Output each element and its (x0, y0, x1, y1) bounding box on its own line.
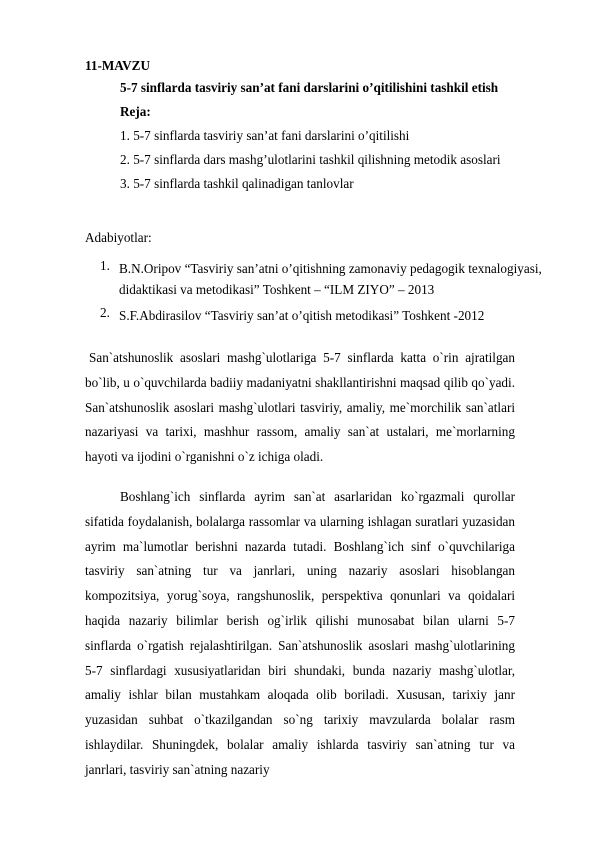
literature-item-number: 1. (100, 258, 110, 273)
plan-item: 3. 5-7 sinflarda tashkil qalinadigan tanlovlar (120, 176, 354, 191)
body-paragraph: San`atshunoslik asoslari mashg`ulotlariga 5-7 sinflarda katta o`rin ajratilgan bo`lib, u o`quvchilarda badiiy madaniyatni shakllantirishni maqsad qilib qo`yadi. San`atshunoslik asoslari mashg`ulotlari tasviriy, amaliy, me`morchilik san`atlari nazariyasi va tarixi, mashhur rassom, amaliy san`at ustalari, me`morlarning hayoti va ijodini o`rganishni o`z ichiga oladi. (85, 350, 515, 465)
literature-item-number: 2. (100, 305, 110, 320)
literature-item-text: B.N.Oripov “Tasviriy san’atni o’qitishning zamonaviy pedagogik texnalogiyasi, didaktikasi va metodikasi” Toshkent – “ILM ZIYO” – 2013 (119, 261, 542, 297)
literature-heading: Adabiyotlar: (85, 230, 152, 245)
topic-heading: 11-MAVZU (85, 58, 150, 73)
lesson-title: 5-7 sinflarda tasviriy san’at fani darslarini o’qitilishini tashkil etish (120, 80, 499, 95)
plan-heading: Reja: (120, 104, 151, 119)
body-paragraph: Boshlang`ich sinflarda ayrim san`at asarlaridan ko`rgazmali qurollar sifatida foydalanish, bolalarga rassomlar va ularning ishlagan suratlari yuzasidan ayrim ma`lumotlar berishni nazarda tutadi. Boshlang`ich sinf o`quvchilariga tasviriy san`atning tur va janrlari, uning nazariy asoslari hisoblangan kompozitsiya, yorug`soya, rangshunoslik, perspektiva qonunlari va qoidalari haqida nazariy bilimlar berish og`irlik qilishi munosabat bilan ularni 5-7 sinflarda o`rgatish rejalashtirilgan. San`atshunoslik asoslari mashg`ulotlarining 5-7 sinflardagi xususiyatlaridan biri shundaki, bunda nazariy mashg`ulotlar, amaliy ishlar bilan mustahkam aloqada olib boriladi. Xususan, tarixiy janr yuzasidan suhbat o`tkazilgandan so`ng tarixiy mavzularda bolalar rasm ishlaydilar. Shuningdek, bolalar amaliy ishlarda tasviriy san`atning tur va janrlari, tasviriy san`atning nazariy (85, 489, 515, 777)
literature-item-text: S.F.Abdirasilov “Tasviriy san’at o’qitish metodikasi” Toshkent -2012 (119, 308, 485, 323)
plan-item: 2. 5-7 sinflarda dars mashg’ulotlarini tashkil qilishning metodik asoslari (120, 152, 501, 167)
plan-item: 1. 5-7 sinflarda tasviriy san’at fani darslarini o’qitilishi (120, 128, 410, 143)
